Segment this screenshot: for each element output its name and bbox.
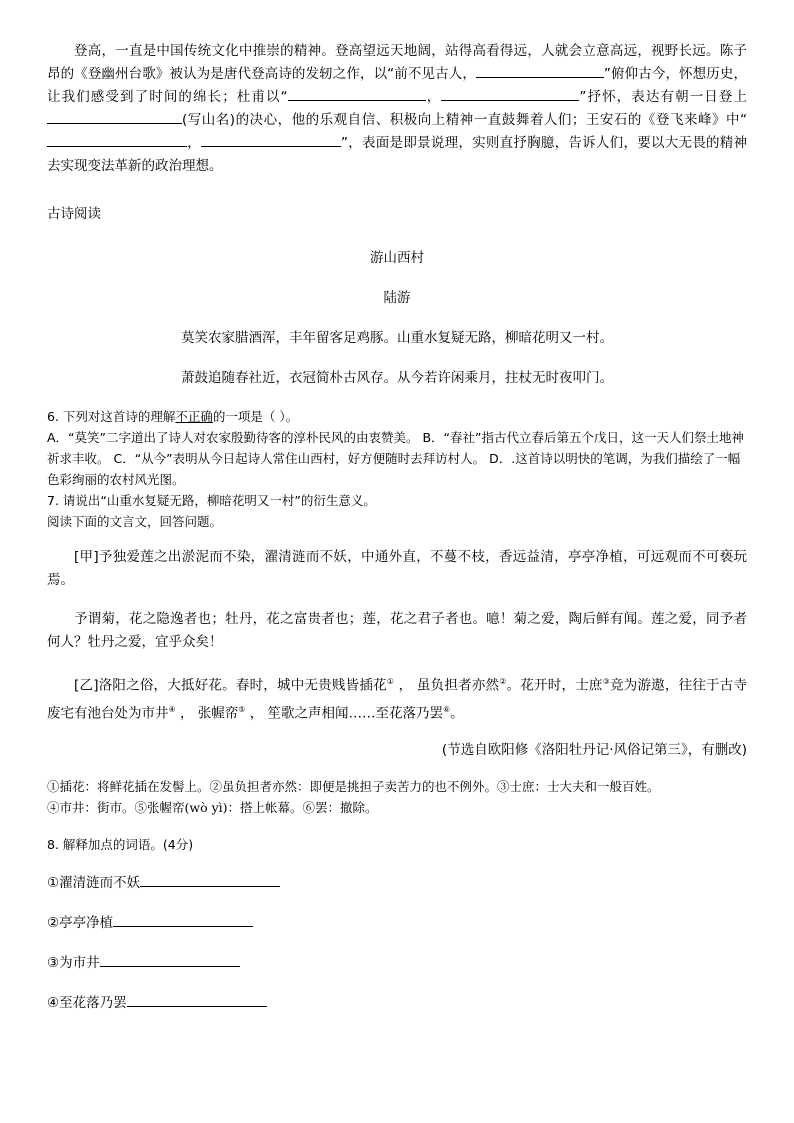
footnote-mark-6: ⑥ [443,704,451,714]
footnote-mark-2: ② [499,677,507,686]
q8-item-2: ②亭亭净植 [47,911,747,931]
q8-items [47,871,747,1011]
intro-text-3: ， [425,89,442,105]
fill-blank-3[interactable] [441,86,579,101]
intro-text-2: ”俯仰古今，怀想历史，让我们感受到了时间的绵长；杜甫以“ [47,66,747,105]
q8-item-3: ③为市井 [47,951,747,971]
answer-blank-2[interactable] [113,912,253,927]
intro-text-5: (写山名)的决心，他的乐观自信、积极向上精神一直鼓舞着人们；王安石的《登飞来峰》中“ [182,112,747,128]
classical-yi: [乙]洛阳之俗，大抵好花。春时，城中无贵贱皆插花① ， 虽负担者亦然②。花开时，士庶③竞为游遨，往往于古寺废宅有池台处为市井④ ， 张幄帟⑤ ， 笙歌之声相闻……至花落乃罢⑥。 [47,677,747,721]
footnote-mark-3: ③ [602,677,611,686]
classical-jia-1: [甲]予独爱莲之出淤泥而不染，濯清涟而不妖，中通外直，不蔓不枝，香远益清，亭亭净植，可远观而不可亵玩焉。 [47,549,747,588]
poem-title: 游山西村 [370,250,424,266]
footnote-mark-5: ⑤ [238,704,246,714]
q8-stem: 8. 解释加点的词语。(4分) [47,837,194,852]
footnote-line-1: ①插花：将鲜花插在发髻上。②虽负担者亦然：即便是挑担子卖苦力的也不例外。③士庶：士大夫和一般百姓。 [47,779,660,794]
poem-line-2: 萧鼓追随春社近，衣冠简朴古风存。从今若许闲乘月，拄杖无时夜叩门。 [181,370,613,386]
source-citation: (节选自欧阳修《洛阳牡丹记·风俗记第三》，有删改) [441,742,747,758]
answer-blank-4[interactable] [127,992,267,1007]
intro-text-7: ”，表面是即景说理，实则直抒胸臆，告诉人们，要以大无畏的精神去实现变法革新的政治理想。 [47,135,748,174]
section-label-poetry: 古诗阅读 [47,206,101,222]
fill-blank-5[interactable] [47,132,187,147]
fill-blank-6[interactable] [201,132,341,147]
q6-emphasis: 不正确 [175,409,213,424]
q6-stem: 6. 下列对这首诗的理解不正确的一项是（ ）。 [47,409,299,424]
document-page [47,40,747,1011]
answer-blank-1[interactable] [140,872,280,887]
intro-text-6: ， [187,135,202,151]
footnote-line-2: ④市井：街市。⑤张幄帟(wò yì)：搭上帐幕。⑥罢：撤除。 [47,800,378,815]
question-6 [47,406,747,532]
poem-author: 陆游 [383,290,411,306]
q8-item-4: ④至花落乃罢 [47,991,747,1011]
q8-item-1: ①濯清涟而不妖 [47,871,747,891]
fill-blank-4[interactable] [47,109,182,124]
poem-line-1: 莫笑农家腊酒浑，丰年留客足鸡豚。山重水复疑无路，柳暗花明又一村。 [181,330,613,346]
fill-blank-1[interactable] [476,63,604,78]
intro-paragraph [47,40,747,178]
classical-jia-2: 予谓菊，花之隐逸者也；牡丹，花之富贵者也；莲，花之君子者也。噫！菊之爱，陶后鲜有闻。莲之爱，同予者何人？牡丹之爱，宜乎众矣！ [47,611,747,650]
footnote-mark-4: ④ [168,704,176,714]
intro-text-4: ”抒怀，表达有朝一日登上 [579,89,748,105]
q7-stem: 7. 请说出“山重水复疑无路，柳暗花明又一村”的衍生意义。 [47,493,376,508]
footnote-mark-1: ① [386,677,395,686]
footnotes [47,776,747,818]
intro-text-1: 登高，一直是中国传统文化中推崇的精神。登高望远天地阔，站得高看得远，人就会立意高远，视野长远。陈子昂的《登幽州台歌》被认为是唐代登高诗的发轫之作，以“前不见古人， [47,43,747,82]
q6-options: A．“莫笑”二字道出了诗人对农家殷勤待客的淳朴民风的由衷赞美。 B．“春社”指古代立春后第五个戊日，这一天人们祭土地神祈求丰收。 C．“从今”表明从今日起诗人常住山西村，好方便随时去拜访村人。 D．.这首诗以明快的笔调，为我们描绘了一幅色彩绚丽的农村风光图。 [47,430,745,487]
reading-instruction: 阅读下面的文言文，回答问题。 [47,514,223,529]
answer-blank-3[interactable] [100,952,240,967]
fill-blank-2[interactable] [288,86,426,101]
